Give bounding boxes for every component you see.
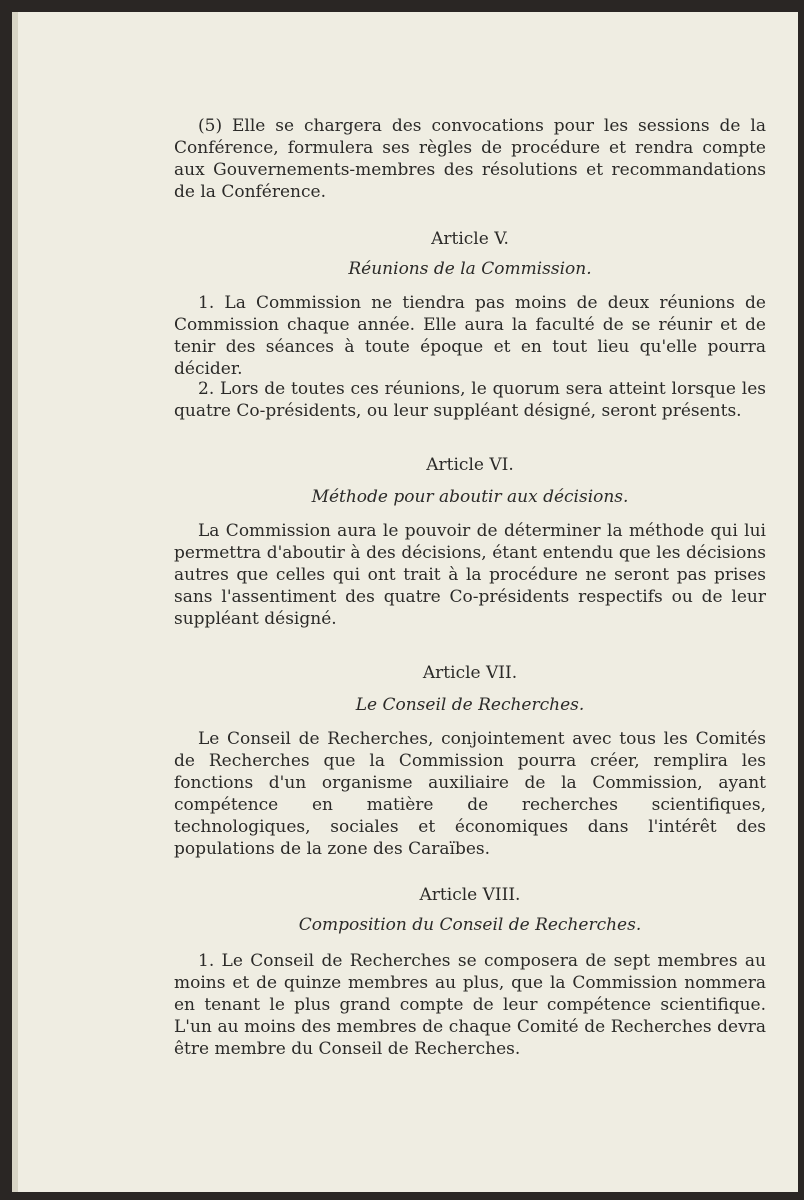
article-v-subtitle: Réunions de la Commission. [348,259,592,279]
article-viii-subtitle: Composition du Conseil de Recherches. [298,915,642,935]
article-vi-title: Article VI. [426,455,514,475]
article-vi-paragraph-1: La Commission aura le pouvoir de déterminer la méthode qui lui permettra d'aboutir à des décisions, étant entendu que les décisions autres que celles qui ont trait à la procédure ne seront pas prises sans l'assentiment des quatre Co-présidents respectifs ou de leur suppléant désigné. [174,521,766,629]
article-v-title: Article V. [431,229,509,249]
article-viii-title: Article VIII. [419,885,521,905]
article-viii-paragraph-1: 1. Le Conseil de Recherches se composera de sept membres au moins et de quinze membres au plus, que la Commission nommera en tenant le plus grand compte de leur compétence scientifique. L'un au moins des membres de chaque Comité de Recherches devra être membre du Conseil de Recherches. [174,951,766,1059]
article-vi-subtitle: Méthode pour aboutir aux décisions. [311,487,629,507]
article-v-paragraph-1: 1. La Commission ne tiendra pas moins de deux réunions de Commission chaque année. Elle aura la faculté de se réunir et de tenir des séances à toute époque et en tout lieu qu'elle pourra décider. [174,293,766,379]
article-vii-title: Article VII. [422,663,518,683]
article-vii-subtitle: Le Conseil de Recherches. [355,695,585,715]
article-vii-paragraph-1: Le Conseil de Recherches, conjointement avec tous les Comités de Recherches que la Commission pourra créer, remplira les fonctions d'un organisme auxiliaire de la Commission, ayant compétence en matière de recherches scientifiques, technologiques, sociales et économiques dans l'intérêt des populations de la zone des Caraïbes. [174,729,766,859]
article-v-paragraph-2: 2. Lors de toutes ces réunions, le quorum sera atteint lorsque les quatre Co-présidents, ou leur suppléant désigné, seront présents. [174,379,766,421]
paragraph-5: (5) Elle se chargera des convocations pour les sessions de la Conférence, formulera ses règles de procédure et rendra compte aux Gouvernements-membres des résolutions et recommandations de la Conférence. [174,116,766,202]
